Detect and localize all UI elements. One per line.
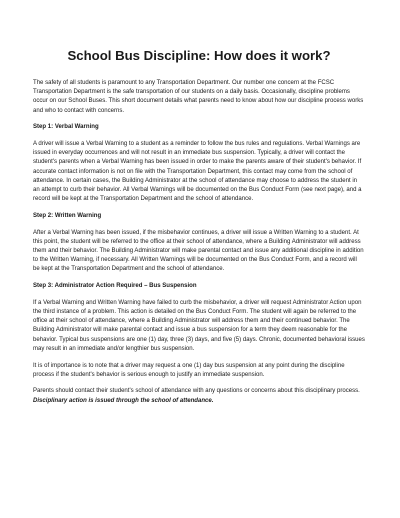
- step1-heading: Step 1: Verbal Warning: [33, 124, 99, 131]
- intro-paragraph: The safety of all students is paramount to any Transportation Department. Our number one concern at the FCSC Transportation Department is the safe transportation of our students on a daily basis. Occasionally, discipline problems occur on our School Buses. This short document details what parents need to know about how our discipline process works and who to contact with concerns.: [33, 80, 364, 114]
- step2-paragraph: After a Verbal Warning has been issued, if the misbehavior continues, a driver will issue a Written Warning to a student. At this point, the student will be referred to the office at their school of attendance, where a Building Administrator will address them and their behavior. The Building Administrator will make parental contact and issue any additional discipline in addition to the Written Warning, if necessary. All Written Warnings will be documented on the Bus Conduct Form, and a record will be kept at the Transportation Department and the school of attendance.: [33, 229, 364, 273]
- step3-paragraph: If a Verbal Warning and Written Warning have failed to curb the misbehavior, a driver will request Administrator Action upon the third instance of a problem. This action is detailed on the Bus Conduct Form. The student will again be referred to the office at their school of attendance, where a Building Administrator will address them and their continued behavior. The Building Administrator will make parental contact and issue a bus suspension for a term they deem reasonable for the behavior. Typical bus suspensions are one (1) day, three (3) days, and five (5) days. Chronic, documented behavioral issues may result in an immediate and/or lengthier bus suspension.: [33, 299, 365, 352]
- note-paragraph: It is of importance is to note that a driver may request a one (1) day bus suspension at any point during the discipline process if the student's behavior is serious enough to justify an immediate suspension.: [33, 362, 345, 378]
- step3-heading: Step 3: Administrator Action Required – Bus Suspension: [33, 283, 197, 290]
- step1-paragraph: A driver will issue a Verbal Warning to a student as a reminder to follow the bus rules and regulations. Verbal Warnings are issued in everyday occurrences and will not result in an immediate bus suspension. Typically, a driver will contact the student's parents when a Verbal Warning has been issued in order to make the parents aware of their student's behavior. If accurate contact information is not on file with the Transportation Department, this contact may come from the school of attendance. In certain cases, the Building Administrator at the school of attendance may choose to address the student in an attempt to curb their behavior. All Verbal Warnings will be documented on the Bus Conduct Form (see next page), and a record will be kept at the Transportation Department and the school of attendance.: [33, 141, 362, 203]
- closing-text: Parents should contact their student's school of attendance with any questions or concerns about this disciplinary process.: [33, 388, 360, 395]
- step2-heading: Step 2: Written Warning: [33, 212, 102, 219]
- closing-paragraph: [33, 387, 365, 405]
- closing-emphasis: Disciplinary action is issued through the school of attendance.: [33, 397, 214, 404]
- document-title: School Bus Discipline: How does it work?: [67, 48, 331, 63]
